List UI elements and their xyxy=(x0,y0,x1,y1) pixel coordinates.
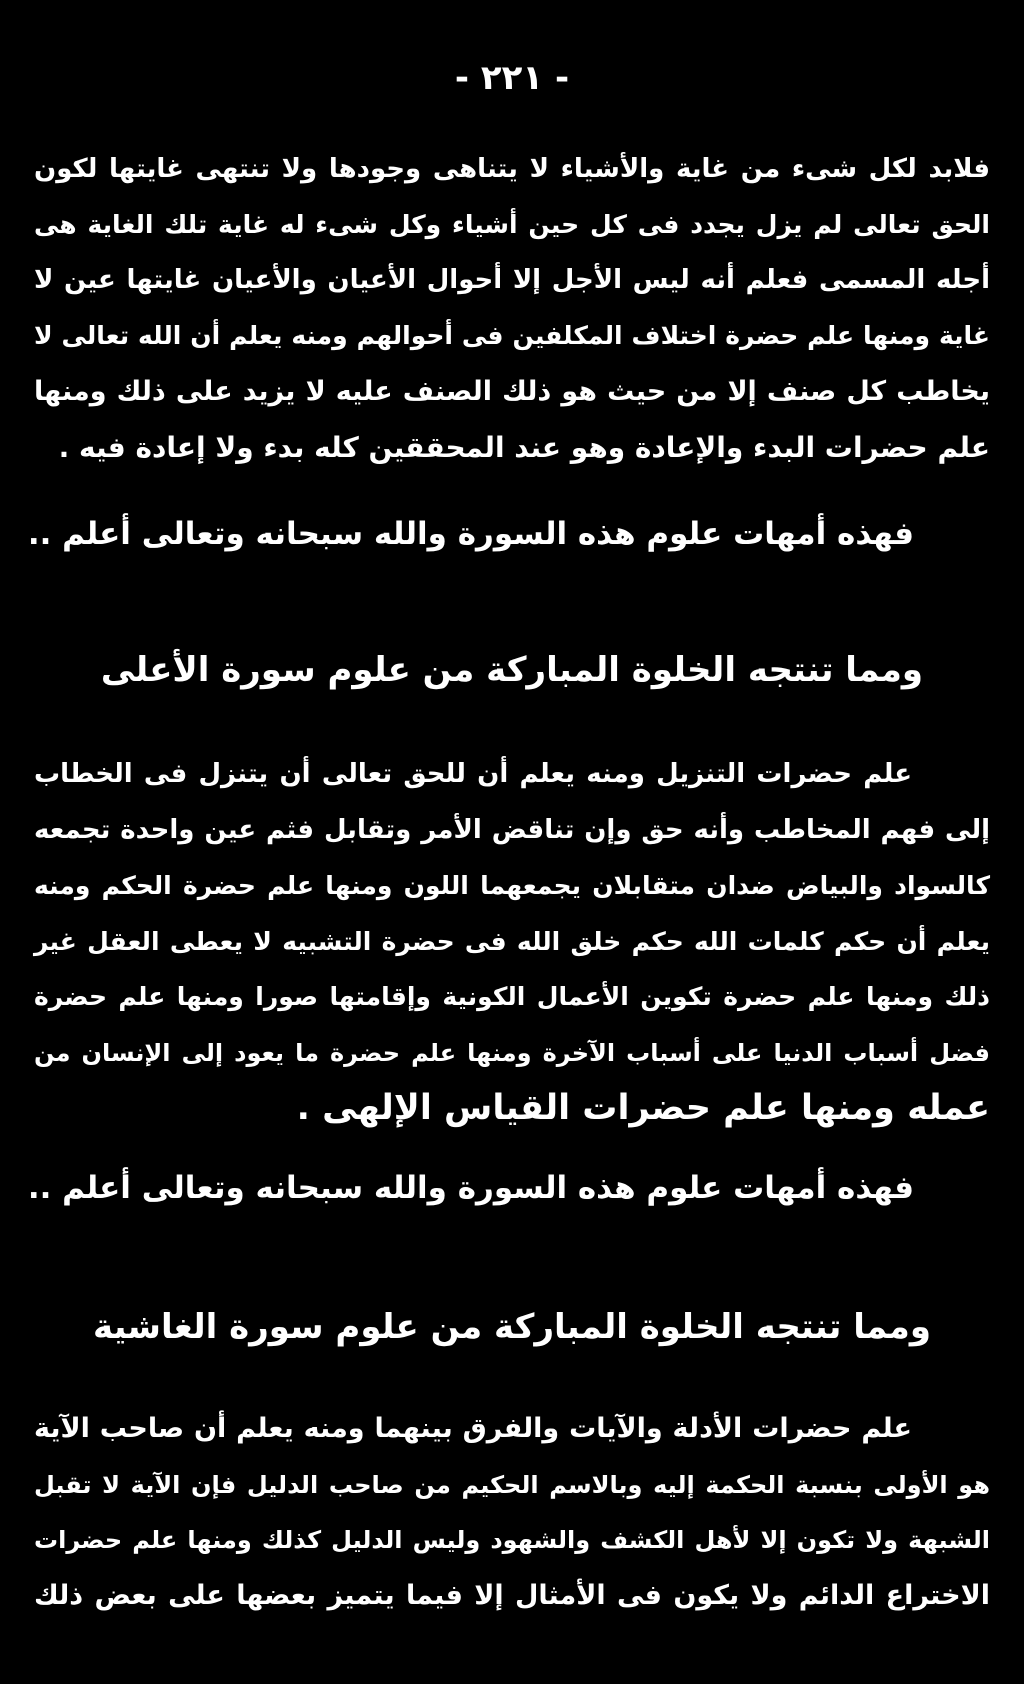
paragraph-line: يعلم أن حكم كلمات الله حكم خلق الله فى حضرة التشبيه لا يعطى العقل غير xyxy=(34,927,990,956)
paragraph-line: هو الأولى بنسبة الحكمة إليه وبالاسم الحكيم من صاحب الدليل فإن الآية لا تقبل xyxy=(34,1471,990,1499)
section-heading: ومما تنتجه الخلوة المباركة من علوم سورة الغاشية xyxy=(93,1307,931,1347)
paragraph-line: فلابد لكل شىء من غاية والأشياء لا يتناهى وجودها ولا تنتهى غايتها لكون xyxy=(34,154,990,184)
paragraph-line: غاية ومنها علم حضرة اختلاف المكلفين فى أحوالهم ومنه يعلم أن الله تعالى لا xyxy=(34,321,990,350)
paragraph-line: عمله ومنها علم حضرات القياس الإلهى . xyxy=(296,1088,990,1128)
paragraph-line: الحق تعالى لم يزل يجدد فى كل حين أشياء وكل شىء له غاية تلك الغاية هى xyxy=(34,210,990,239)
paragraph-line: علم حضرات التنزيل ومنه يعلم أن للحق تعالى أن يتنزل فى الخطاب xyxy=(34,759,912,789)
closing-line: فهذه أمهات علوم هذه السورة والله سبحانه وتعالى أعلم .. xyxy=(27,1170,914,1206)
paragraph-line: كالسواد والبياض ضدان متقابلان يجمعهما اللون ومنها علم حضرة الحكم ومنه xyxy=(34,871,990,900)
paragraph-line: علم حضرات البدء والإعادة وهو عند المحققين كله بدء ولا إعادة فيه . xyxy=(58,431,990,464)
section-heading: ومما تنتجه الخلوة المباركة من علوم سورة الأعلى xyxy=(100,650,924,690)
closing-line: فهذه أمهات علوم هذه السورة والله سبحانه وتعالى أعلم .. xyxy=(27,516,914,552)
paragraph-line: إلى فهم المخاطب وأنه حق وإن تناقض الأمر وتقابل فثم عين واحدة تجمعه xyxy=(34,815,990,845)
paragraph-line: يخاطب كل صنف إلا من حيث هو ذلك الصنف عليه لا يزيد على ذلك ومنها xyxy=(34,376,990,407)
paragraph-line: الشبهة ولا تكون إلا لأهل الكشف والشهود وليس الدليل كذلك ومنها علم حضرات xyxy=(34,1526,990,1554)
paragraph-line: أجله المسمى فعلم أنه ليس الأجل إلا أحوال الأعيان والأعيان غايتها عين لا xyxy=(34,265,990,295)
paragraph-line: فضل أسباب الدنيا على أسباب الآخرة ومنها علم حضرة ما يعود إلى الإنسان من xyxy=(34,1039,990,1067)
paragraph-line: ذلك ومنها علم حضرة تكوين الأعمال الكونية وإقامتها صورا ومنها علم حضرة xyxy=(34,982,990,1011)
page-number: - ٢٢١ - xyxy=(454,58,570,98)
paragraph-line: علم حضرات الأدلة والآيات والفرق بينهما ومنه يعلم أن صاحب الآية xyxy=(34,1413,912,1444)
paragraph-line: الاختراع الدائم ولا يكون فى الأمثال إلا فيما يتميز بعضها على بعض ذلك xyxy=(34,1580,990,1611)
